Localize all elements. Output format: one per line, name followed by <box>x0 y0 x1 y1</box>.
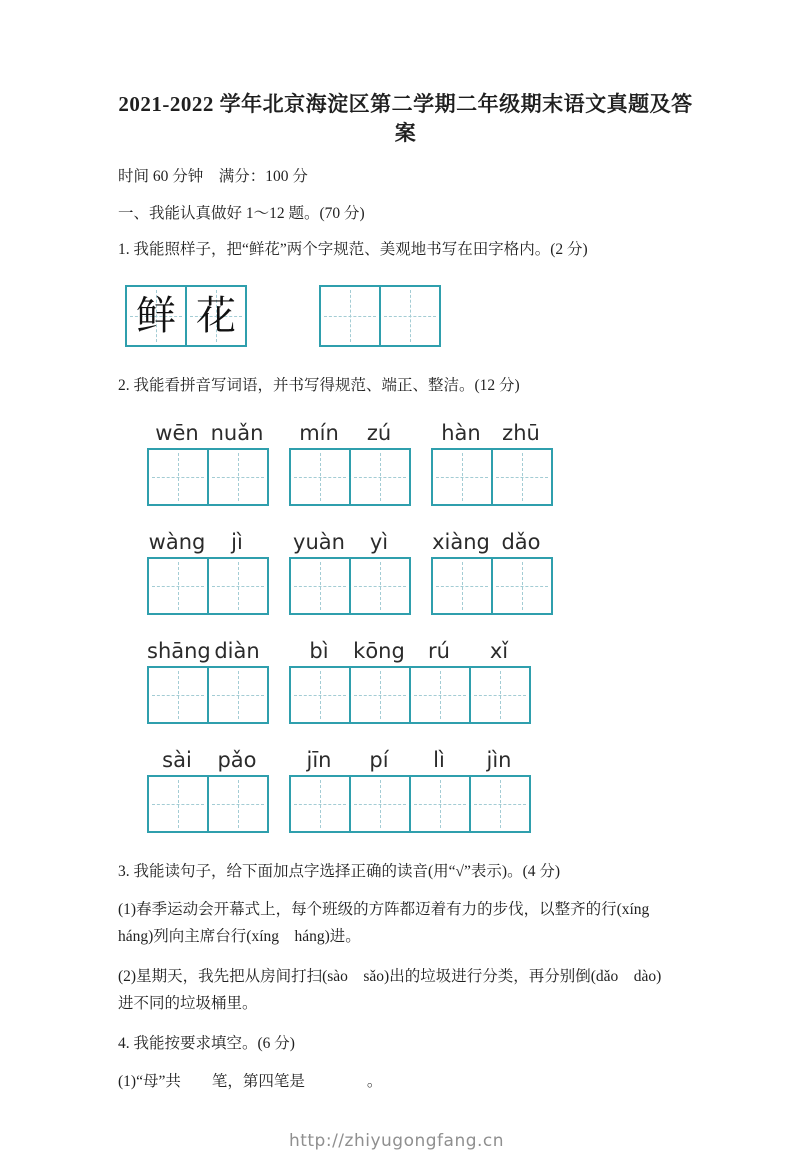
answer-grid <box>147 666 269 724</box>
tian-cell <box>291 777 349 831</box>
pinyin-labels <box>431 530 553 554</box>
example-character: 鲜 <box>136 293 176 338</box>
time-score-line: 时间 60 分钟 满分：100 分 <box>118 168 308 185</box>
tian-cell <box>469 777 529 831</box>
tian-cell <box>207 559 267 613</box>
q1-example-grid <box>125 285 247 347</box>
pinyin-syllable: zhū <box>502 421 540 445</box>
question-4-text: 4. 我能按要求填空。(6 分) <box>118 1035 295 1052</box>
pinyin-syllable: jīn <box>306 748 332 772</box>
tian-cell <box>149 777 207 831</box>
tian-cell <box>185 287 245 345</box>
answer-grid <box>431 448 553 506</box>
tian-cell <box>491 450 551 504</box>
question-1-text: 1. 我能照样子，把“鲜花”两个字规范、美观地书写在田字格内。(2 分) <box>118 241 588 258</box>
pinyin-grid-row <box>147 421 675 506</box>
pinyin-syllable: dǎo <box>501 530 541 554</box>
answer-grid <box>289 448 411 506</box>
tian-cell <box>321 287 379 345</box>
tian-cell <box>379 287 439 345</box>
answer-grid <box>289 666 531 724</box>
example-character: 花 <box>196 293 236 338</box>
tian-cell <box>409 668 469 722</box>
tian-cell <box>349 559 409 613</box>
answer-grid <box>147 775 269 833</box>
pinyin-labels <box>289 421 411 445</box>
tian-cell <box>491 559 551 613</box>
pinyin-syllable: bì <box>309 639 329 663</box>
pinyin-syllable: hàn <box>441 421 481 445</box>
section-one-heading: 一、我能认真做好 1～12 题。(70 分) <box>118 205 365 222</box>
answer-grid <box>289 775 531 833</box>
pinyin-syllable: yuàn <box>293 530 345 554</box>
pinyin-syllable: xiàng <box>432 530 490 554</box>
pinyin-grid-row <box>147 639 675 724</box>
answer-grid <box>431 557 553 615</box>
pinyin-labels <box>147 530 269 554</box>
page-title: 2021-2022 学年北京海淀区第二学期二年级期末语文真题及答案 <box>118 92 693 145</box>
pinyin-word-group <box>289 639 531 724</box>
tian-cell <box>433 559 491 613</box>
tian-cell <box>349 668 409 722</box>
answer-grid <box>147 448 269 506</box>
pinyin-syllable: wàng <box>148 530 206 554</box>
tian-cell <box>409 777 469 831</box>
pinyin-syllable: sài <box>162 748 192 772</box>
pinyin-labels <box>289 748 531 772</box>
pinyin-syllable: diàn <box>214 639 260 663</box>
pinyin-labels <box>289 639 531 663</box>
answer-grid <box>289 557 411 615</box>
tian-cell <box>291 559 349 613</box>
pinyin-syllable: pí <box>369 748 389 772</box>
pinyin-word-group <box>147 748 269 833</box>
pinyin-word-group <box>147 421 269 506</box>
tian-cell <box>207 668 267 722</box>
pinyin-syllable: zú <box>366 421 392 445</box>
q3-item-2: (2)星期天，我先把从房间打扫(sào sǎo)出的垃圾进行分类，再分别倒(dǎo dào)进不同的垃圾桶里。 <box>118 968 662 1012</box>
answer-grid <box>147 557 269 615</box>
pinyin-word-group <box>289 748 531 833</box>
pinyin-syllable: kōng <box>353 639 405 663</box>
pinyin-labels <box>431 421 553 445</box>
pinyin-word-group <box>147 639 269 724</box>
pinyin-syllable: shāng <box>147 639 211 663</box>
pinyin-syllable: pǎo <box>217 748 257 772</box>
tian-cell <box>291 450 349 504</box>
pinyin-syllable: jìn <box>486 748 512 772</box>
pinyin-syllable: nuǎn <box>210 421 264 445</box>
tian-cell <box>149 559 207 613</box>
pinyin-word-group <box>147 530 269 615</box>
pinyin-labels <box>289 530 411 554</box>
pinyin-syllable: yì <box>369 530 389 554</box>
tian-cell <box>349 777 409 831</box>
question-2-text: 2. 我能看拼音写词语，并书写得规范、端正、整洁。(12 分) <box>118 377 520 394</box>
tian-cell <box>127 287 185 345</box>
tian-cell <box>149 668 207 722</box>
pinyin-syllable: xǐ <box>489 639 509 663</box>
q4-item-1: (1)“母”共 笔，第四笔是 。 <box>118 1073 383 1090</box>
pinyin-syllable: wēn <box>155 421 199 445</box>
question-3-text: 3. 我能读句子，给下面加点字选择正确的读音(用“√”表示)。(4 分) <box>118 863 561 880</box>
pinyin-grid-row <box>147 748 675 833</box>
tian-cell <box>207 450 267 504</box>
pinyin-grid-row <box>147 530 675 615</box>
q1-grids <box>125 285 675 347</box>
pinyin-syllable: jì <box>231 530 243 554</box>
q2-pinyin-grid-rows <box>118 421 675 833</box>
tian-cell <box>349 450 409 504</box>
tian-cell <box>469 668 529 722</box>
tian-cell <box>291 668 349 722</box>
q1-answer-grid <box>319 285 441 347</box>
tian-cell <box>433 450 491 504</box>
tian-cell <box>149 450 207 504</box>
pinyin-word-group <box>289 530 411 615</box>
footer-url-link[interactable]: http://zhiyugongfang.cn <box>288 1131 505 1151</box>
pinyin-labels <box>147 421 269 445</box>
pinyin-labels <box>147 748 269 772</box>
tian-cell <box>207 777 267 831</box>
pinyin-word-group <box>431 530 553 615</box>
pinyin-labels <box>147 639 269 663</box>
pinyin-syllable: lì <box>433 748 445 772</box>
pinyin-syllable: rú <box>428 639 450 663</box>
pinyin-word-group <box>431 421 553 506</box>
q3-item-1: (1)春季运动会开幕式上，每个班级的方阵都迈着有力的步伐，以整齐的行(xíng háng)列向主席台行(xíng háng)进。 <box>118 901 665 945</box>
pinyin-syllable: mín <box>299 421 339 445</box>
pinyin-word-group <box>289 421 411 506</box>
